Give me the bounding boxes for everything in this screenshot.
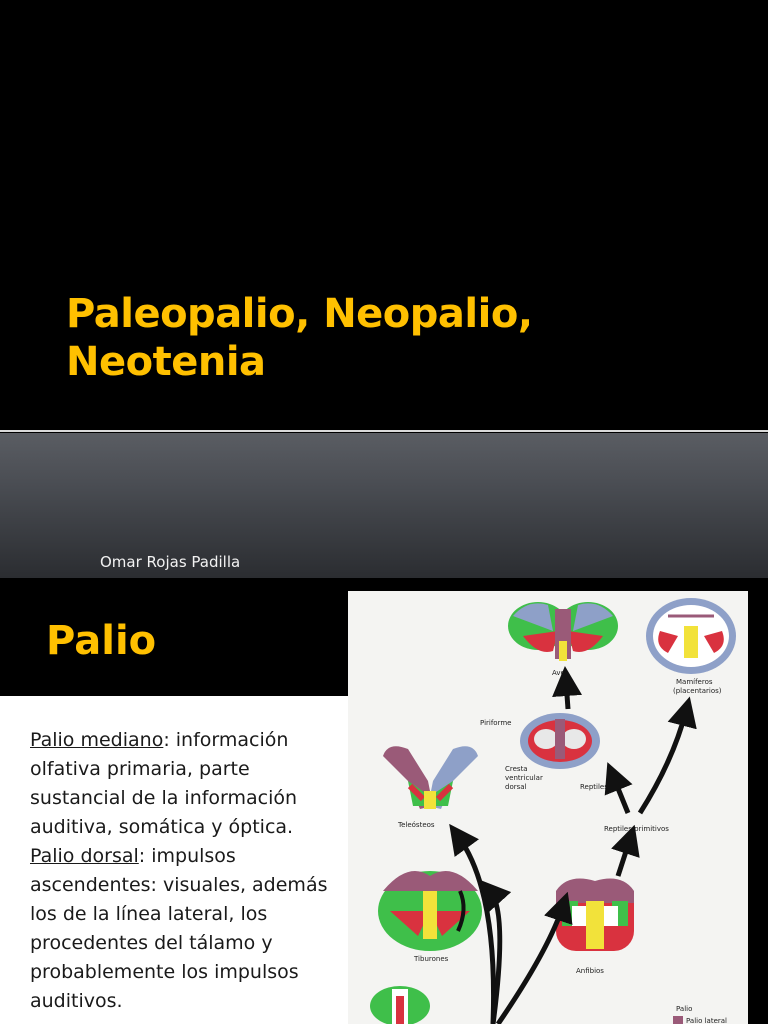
palio-title: Palio — [46, 618, 157, 664]
brain-teleosteos — [383, 746, 478, 809]
brain-bottom-left — [370, 986, 430, 1024]
brain-anfibios — [556, 879, 634, 951]
brain-aves — [508, 602, 618, 661]
palio-slide — [0, 588, 768, 1024]
palio-description — [30, 726, 346, 1016]
term-palio-mediano: Palio mediano — [30, 729, 164, 751]
label-reptiles-primitivos: Reptiles primitivos — [604, 825, 669, 833]
label-cresta-1: Cresta — [505, 765, 528, 773]
label-aves: Aves — [552, 669, 569, 677]
label-teleosteos: Teleósteos — [398, 821, 435, 829]
label-reptiles: Reptiles — [580, 783, 608, 791]
title-line-1: Paleopalio, Neopalio, — [66, 291, 533, 337]
brain-mamiferos — [646, 598, 736, 674]
legend-swatch-lateral — [673, 1016, 683, 1024]
arrow-to-reptiles-primitivos — [618, 839, 630, 876]
arrow-to-anfibios — [498, 906, 563, 1024]
palio-mediano-text: : información olfativa primaria, parte sustancial de la información auditiva, somática y óptica. — [30, 729, 298, 838]
arrow-to-mamiferos — [640, 711, 686, 813]
legend-title: Palio — [676, 1005, 693, 1013]
pallium-evolution-figure — [348, 591, 748, 1024]
arrow-to-aves — [566, 681, 568, 709]
label-piriforme: Piriforme — [480, 719, 512, 727]
title-line-2: Neotenia — [66, 339, 266, 385]
label-cresta-3: dorsal — [505, 783, 527, 791]
label-anfibios: Anfibios — [576, 967, 604, 975]
title-divider — [0, 430, 768, 432]
pallium-diagram — [348, 591, 748, 1024]
legend-item-lateral: Palio lateral — [686, 1017, 727, 1024]
label-mamiferos-1: Mamíferos — [676, 678, 713, 686]
label-mamiferos-2: (placentarios) — [673, 687, 722, 695]
palio-dorsal-text: : impulsos ascendentes: visuales, además los de la línea lateral, los procedentes del tálamo y probablemente los impulsos auditivos. — [30, 845, 328, 1012]
term-palio-dorsal: Palio dorsal — [30, 845, 139, 867]
author-name: Omar Rojas Padilla — [100, 553, 241, 571]
slide-gap — [0, 578, 768, 588]
brain-tiburones — [378, 871, 482, 951]
brain-reptiles — [520, 713, 600, 769]
slide-title — [66, 290, 533, 386]
arrow-to-reptiles — [613, 776, 628, 813]
label-cresta-2: ventricular — [505, 774, 543, 782]
label-tiburones: Tiburones — [414, 955, 449, 963]
